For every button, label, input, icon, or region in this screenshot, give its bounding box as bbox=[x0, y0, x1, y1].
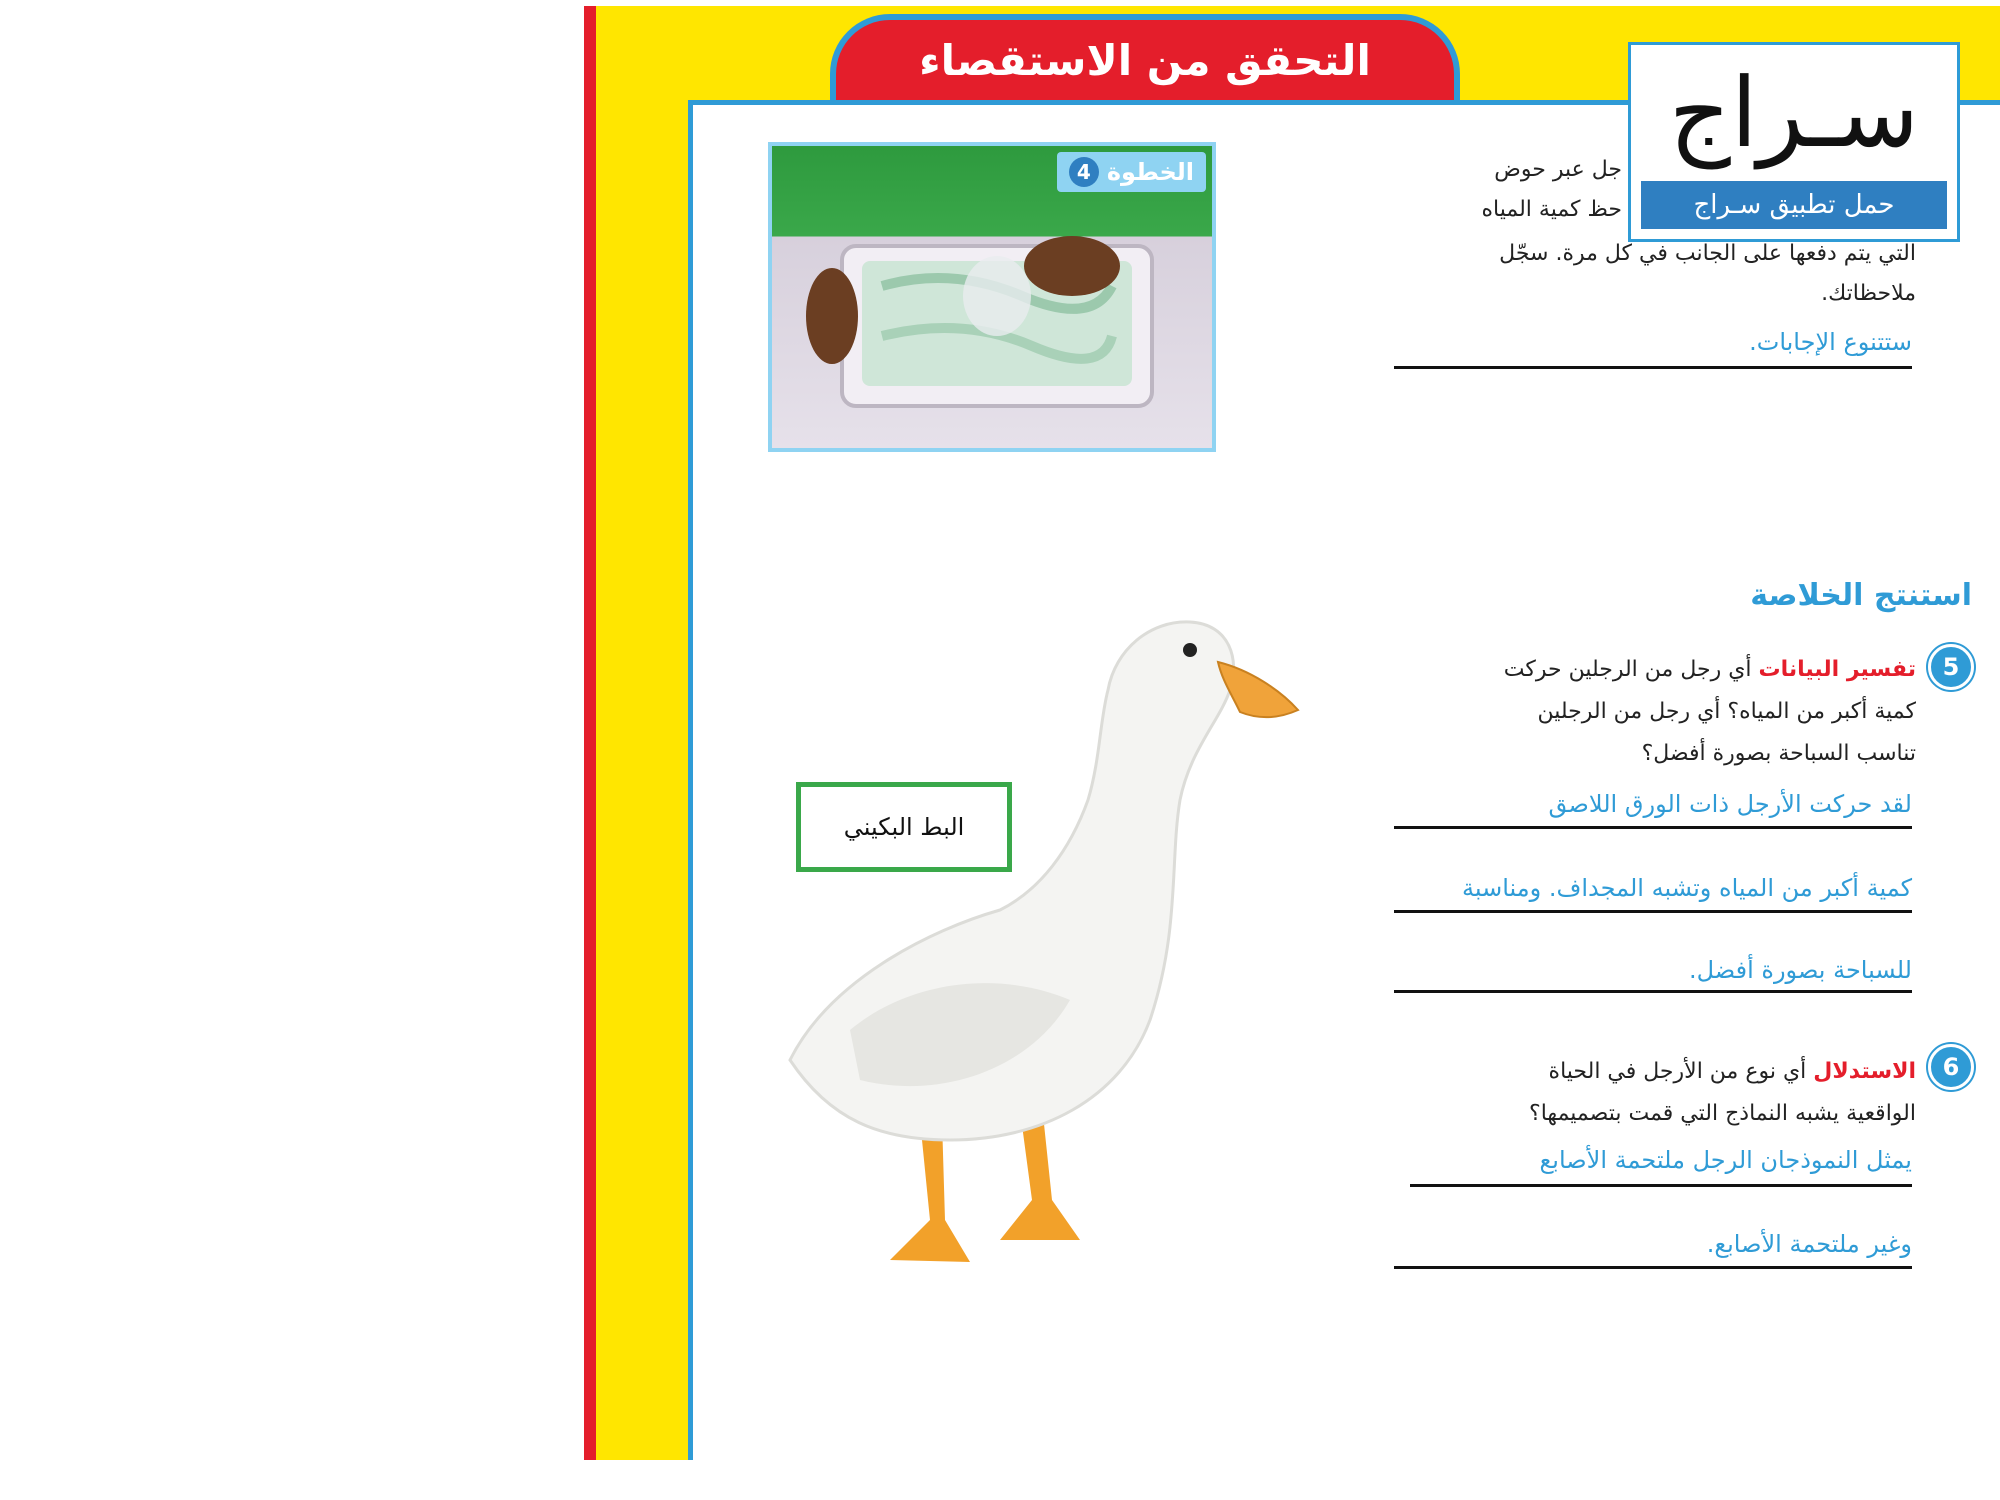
answer-line bbox=[1394, 1266, 1912, 1269]
question-5-answer2: كمية أكبر من المياه وتشبه المجداف. ومناسبة bbox=[1462, 874, 1912, 902]
answer-line bbox=[1410, 1184, 1912, 1187]
question-5-line1-text: أي رجل من الرجلين حركت bbox=[1503, 657, 1752, 682]
step4-text-line2: حظ كمية المياه bbox=[1481, 197, 1622, 222]
answer-line bbox=[1394, 990, 1912, 993]
question-6-answer2: وغير ملتحمة الأصابع. bbox=[1706, 1230, 1912, 1258]
question-5-line2: كمية أكبر من المياه؟ أي رجل من الرجلين bbox=[1537, 699, 1916, 724]
title-tab bbox=[830, 14, 1460, 100]
answer-line bbox=[1394, 910, 1912, 913]
question-6-line1 bbox=[1400, 1052, 1916, 1092]
seraj-download-bar[interactable]: حمل تطبيق سـراج bbox=[1641, 181, 1947, 229]
step4-text-line4: ملاحظاتك. bbox=[1821, 281, 1916, 306]
conclusion-heading: استنتج الخلاصة bbox=[1750, 578, 1972, 613]
step4-badge-label: الخطوة bbox=[1106, 158, 1194, 186]
question-6-answer1: يمثل النموذجان الرجل ملتحمة الأصابع bbox=[1539, 1146, 1912, 1174]
page-yellow-side bbox=[596, 6, 688, 1460]
question-5-line3: تناسب السباحة بصورة أفضل؟ bbox=[1641, 741, 1916, 766]
duck-caption: البط البكيني bbox=[796, 782, 1012, 872]
step4-photo bbox=[768, 142, 1216, 452]
question-6-line2: الواقعية يشبه النماذج التي قمت بتصميمها؟ bbox=[1529, 1101, 1916, 1126]
question-5-number: 5 bbox=[1928, 644, 1974, 690]
step4-text-line3: التي يتم دفعها على الجانب في كل مرة. سجّل bbox=[1499, 241, 1916, 266]
page-title: التحقق من الاستقصاء bbox=[919, 35, 1371, 85]
question-5-line1 bbox=[1400, 650, 1916, 690]
answer-line bbox=[1394, 366, 1912, 369]
duck-image bbox=[770, 600, 1330, 1280]
step4-badge bbox=[1057, 152, 1206, 192]
question-5-answer3: للسباحة بصورة أفضل. bbox=[1689, 956, 1912, 984]
page-red-edge bbox=[584, 6, 596, 1460]
step4-badge-number: 4 bbox=[1069, 157, 1099, 187]
seraj-logo[interactable] bbox=[1628, 42, 1960, 242]
question-6-line1-text: أي نوع من الأرجل في الحياة bbox=[1548, 1059, 1807, 1084]
question-5-lead: تفسير البيانات bbox=[1758, 657, 1916, 682]
answer-line bbox=[1394, 826, 1912, 829]
step4-answer: ستتنوع الإجابات. bbox=[1749, 328, 1912, 356]
question-6-number: 6 bbox=[1928, 1044, 1974, 1090]
question-6-lead: الاستدلال bbox=[1813, 1059, 1916, 1084]
question-5-answer1: لقد حركت الأرجل ذات الورق اللاصق bbox=[1548, 790, 1912, 818]
step4-text-line1: جل عبر حوض bbox=[1494, 157, 1622, 182]
seraj-logo-word: سـراج bbox=[1668, 57, 1920, 169]
